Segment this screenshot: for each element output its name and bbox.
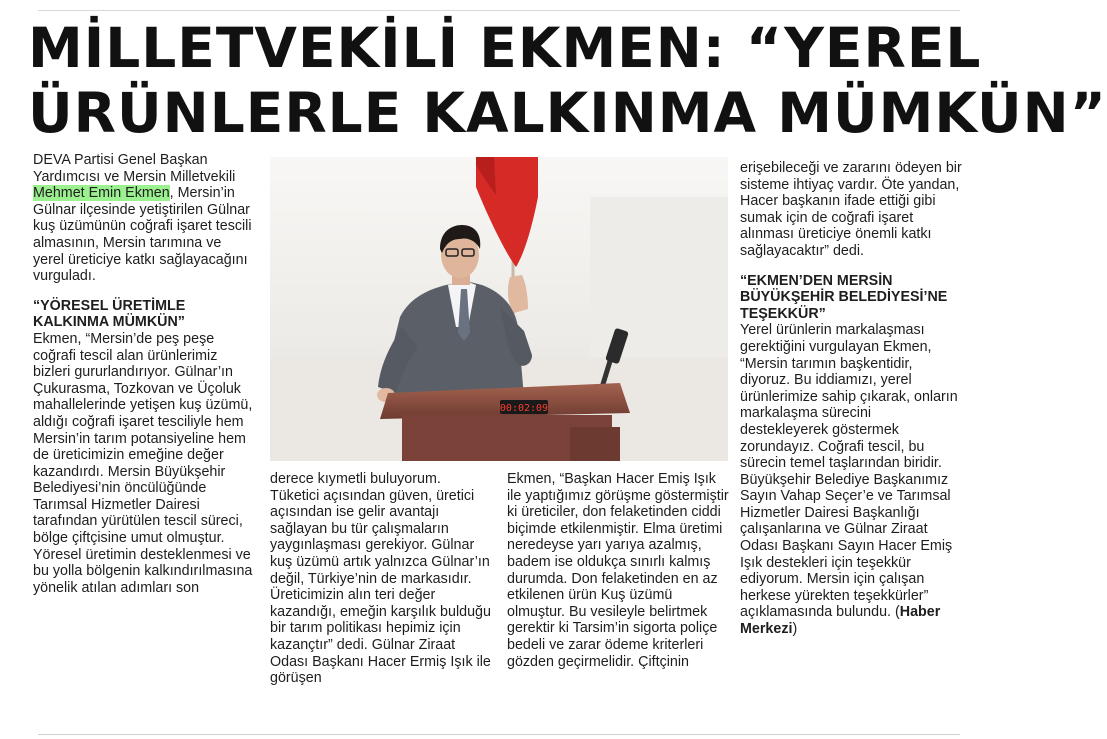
intro-text: DEVA Partisi Genel Başkan Yardımcısı ve Mersin Milletvekili	[33, 152, 236, 185]
highlighted-name: Mehmet Emin Ekmen	[33, 185, 170, 202]
body-paragraph: erişebileceği ve zararını ödeyen bir sisteme ihtiyaç vardır. Öte yandan, Hacer başkanın ifade ettiği gibi sumak için de coğrafi işaret alınması üreticiye önemli katkı sağlayacaktır” dedi.	[740, 160, 962, 259]
headline-line-1: MİLLETVEKİLİ EKMEN: “YEREL	[28, 16, 982, 80]
article-column-1	[33, 152, 255, 724]
byline: Haber Merkezi	[740, 604, 941, 638]
body-paragraph: derece kıymetli buluyorum. Tüketici açısından güven, üretici açısından ise gelir avantajı sağlayan bu tür çalışmaların yaygınlaşması gerekiyor. Gülnar kuş üzümü artık yalnızca Gülnar’ın değil, Türkiye’nin de markasıdır. Üreticimizin alın teri değer kazandığı, emeğin karşılık bulduğu bir tarım politikası hepimiz için kazançtır” dedi. Gülnar Ziraat Odası Başkanı Hacer Ermiş Işık ile görüşen	[270, 471, 491, 687]
body-paragraph: Ekmen, “Başkan Hacer Emiş Işık ile yaptığımız görüşme göstermiştir ki üreticiler, don felaketinden ciddi biçimde etkilenmiştir. Elma üretimi neredeyse yarı yarıya azalmış, badem ise oldukça sınırlı kalmış durumda. Don felaketinden en az etkilenen ürün Kuş üzümü olmuştur. Bu vesileyle belirtmek gerektir ki Tarsim’in sigorta poliçe bedeli ve zarar ödeme kriterleri gözden geçirmelidir. Çiftçinin	[507, 471, 729, 670]
top-rule	[38, 10, 960, 11]
subheading-1: “YÖRESEL ÜRETİMLE KALKINMA MÜMKÜN”	[33, 297, 186, 331]
closing-paren: )	[792, 621, 798, 638]
intro-text-rest: , Mersin’in Gülnar ilçesinde yetiştirilen Gülnar kuş üzümünün coğrafi işaret tescili almasının, Mersin tarımına ve yerel üreticiye katkı sağlayacağını vurguladı.	[33, 185, 252, 285]
article-photo	[270, 157, 728, 461]
lectern-timer-display: 00:02:09	[499, 403, 549, 414]
headline-line-2: ÜRÜNLERLE KALKINMA MÜMKÜN”	[28, 81, 1107, 145]
article-column-3	[507, 471, 729, 726]
article-column-2	[270, 471, 492, 726]
closing-paragraph	[740, 322, 962, 637]
intro-paragraph	[33, 152, 255, 285]
speaker-at-lectern-illustration	[270, 157, 728, 461]
subheading-2: “EKMEN’DEN MERSİN BÜYÜKŞEHİR BELEDİYESİ’NE TEŞEKKÜR”	[740, 272, 948, 322]
bottom-rule	[38, 734, 960, 735]
closing-text: Yerel ürünlerin markalaşması gerektiğini vurgulayan Ekmen, “Mersin tarımın başkentidir, diyoruz. Bu iddiamızı, yerel ürünlerimize sahip çıkarak, onların markalaşma sürecini destekleyerek göstermek zorundayız. Coğrafi tescil, bu sürecin temel taşlarından biridir. Büyükşehir Belediye Başkanımız Sayın Vahap Seçer’e ve Tarımsal Hizmetler Dairesi Başkanlığı çalışanlarına ve Gülnar Ziraat Odası Başkanı Sayın Hacer Emiş Işık destekleri için teşekkür ediyorum. Mersin için çalışan herkese yürekten teşekkürler” açıklamasında bulundu. (	[740, 322, 958, 621]
article-column-4	[740, 160, 962, 726]
headline	[28, 16, 1107, 146]
body-paragraph: Ekmen, “Mersin’de peş peşe coğrafi tescil alan ürünlerimiz bizleri gururlandırıyor. Gülnar’ın Çukurasma, Tozkovan ve Üçoluk mahallelerinde yetişen kuş üzümü, aldığı coğrafi işaret tesciliyle hem Mersin’in tarım potansiyeline hem de üreticimizin emeğine değer kazandırdı. Mersin Büyükşehir Belediyesi’nin öncülüğünde Tarımsal Hizmetler Dairesi tarafından yürütülen tescil süreci, bölge çiftçisine umut olmuştur. Yöresel üretimin desteklenmesi ve bu yolla bölgenin kalkındırılmasına yönelik atılan adımları son	[33, 330, 253, 596]
